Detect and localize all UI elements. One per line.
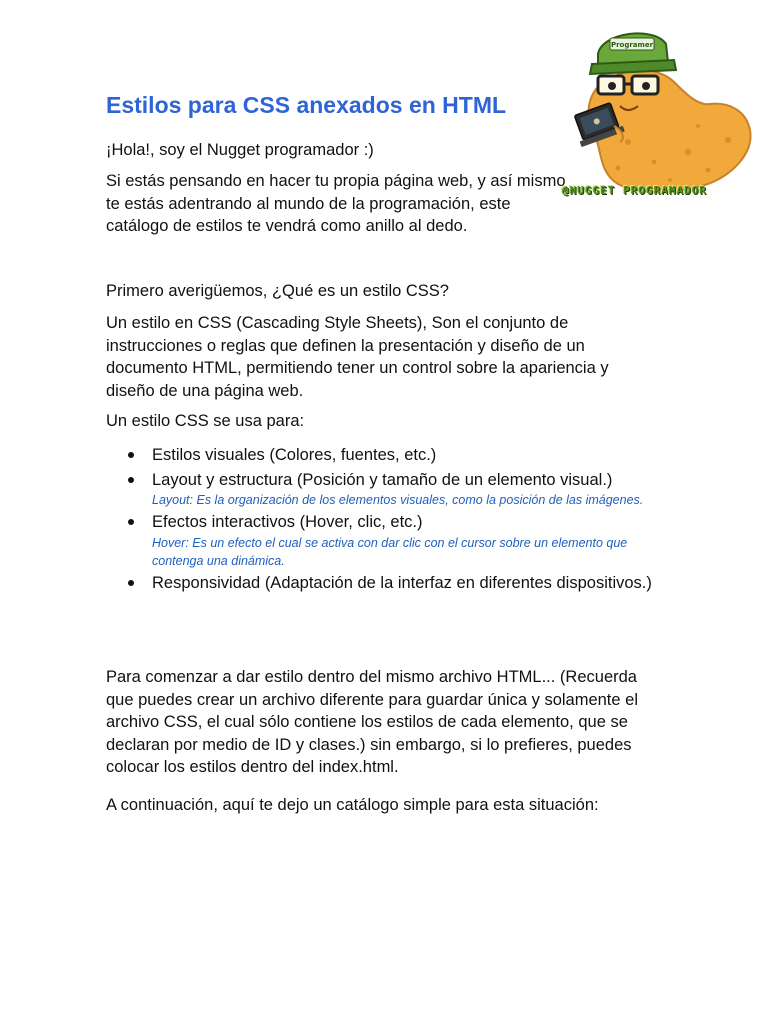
page-title: Estilos para CSS anexados en HTML	[106, 92, 507, 118]
intro-paragraph: Si estás pensando en hacer tu propia página web, y así mismo te estás adentrando al mundo de la programación, este catálogo de estilos te vendrá como anillo al dedo.	[106, 172, 566, 235]
list-item-text: Estilos visuales (Colores, fuentes, etc.)	[152, 446, 437, 464]
layout-note: Layout: Es la organización de los elementos visuales, como la posición de las imágenes.	[152, 493, 644, 507]
list-item-text: Efectos interactivos (Hover, clic, etc.)	[152, 513, 423, 531]
start-paragraph: Para comenzar a dar estilo dentro del mismo archivo HTML... (Recuerda que puedes crear un archivo diferente para guardar única y solamente el archivo CSS, el cual sólo contiene los estilos de cada elemento, que se declaran por medio de ID y clases.) sin embargo, si lo prefieres, puedes colocar los estilos dentro del index.html.	[106, 668, 638, 776]
question-paragraph: Primero averigüemos, ¿Qué es un estilo CSS?	[106, 282, 449, 300]
catalog-intro-paragraph: A continuación, aquí te dejo un catálogo simple para esta situación:	[106, 796, 599, 814]
bullet-icon	[128, 477, 134, 483]
list-item-text: Layout y estructura (Posición y tamaño de un elemento visual.)	[152, 470, 613, 489]
list-item	[106, 572, 666, 595]
mascot-label: @NUGGET PROGRAMADOR	[562, 184, 707, 197]
list-item	[106, 511, 666, 570]
list-item	[106, 444, 666, 467]
bullet-icon	[128, 452, 134, 458]
hover-note: Hover: Es un efecto el cual se activa con dar clic con el cursor sobre un elemento que contenga una dinámica.	[152, 535, 628, 568]
definition-paragraph: Un estilo en CSS (Cascading Style Sheets), Son el conjunto de instrucciones o reglas que definen la presentación y diseño de un documento HTML, permitiendo tener un control sobre la apariencia y diseño de una página web.	[106, 314, 609, 400]
greeting-text: ¡Hola!, soy el Nugget programador :)	[106, 141, 374, 159]
uses-list	[106, 444, 666, 596]
svg-text:Programer: Programer	[610, 41, 654, 49]
uses-heading: Un estilo CSS se usa para:	[106, 412, 305, 430]
list-item-text: Responsividad (Adaptación de la interfaz en diferentes dispositivos.)	[152, 573, 652, 592]
bullet-icon	[128, 519, 134, 525]
bullet-icon	[128, 580, 134, 586]
list-item	[106, 469, 666, 510]
